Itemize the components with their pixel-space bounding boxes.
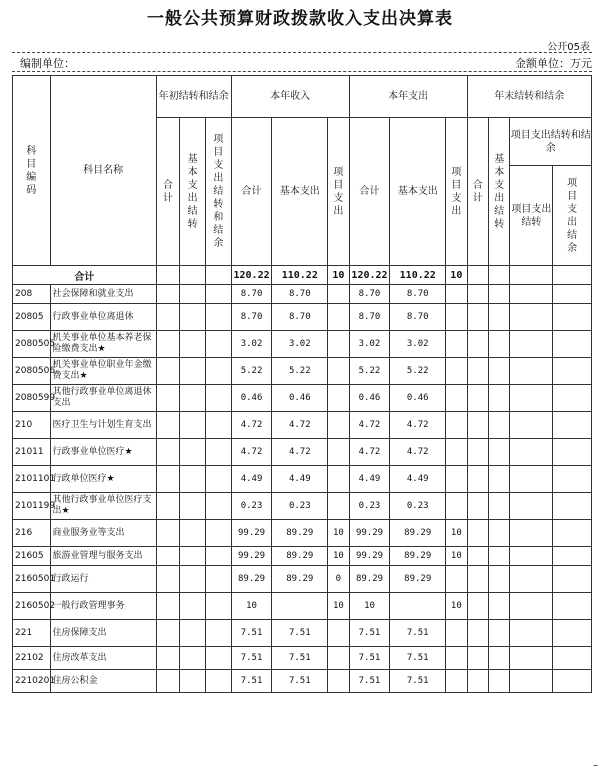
row-exp-basic: 4.49 xyxy=(390,466,446,493)
table-row xyxy=(13,493,592,520)
row-name: 住房保障支出 xyxy=(50,620,156,647)
row-end-cell xyxy=(553,358,592,385)
row-begin-cell xyxy=(180,593,206,620)
row-end-cell xyxy=(489,670,510,693)
row-begin-cell xyxy=(180,466,206,493)
row-end-cell xyxy=(510,466,553,493)
row-inc-total: 7.51 xyxy=(231,670,272,693)
row-inc-basic: 7.51 xyxy=(272,620,328,647)
row-begin-cell xyxy=(156,493,180,520)
row-exp-project: 10 xyxy=(446,547,467,566)
row-name: 住房公积金 xyxy=(50,670,156,693)
row-end-cell xyxy=(553,620,592,647)
table-row xyxy=(13,385,592,412)
row-begin-cell xyxy=(205,385,231,412)
row-exp-total: 0.23 xyxy=(349,493,390,520)
row-end-cell xyxy=(467,385,488,412)
row-end-cell xyxy=(553,593,592,620)
row-end-cell xyxy=(553,520,592,547)
row-end-cell xyxy=(553,566,592,593)
row-inc-project xyxy=(328,385,349,412)
row-name: 一般行政管理事务 xyxy=(50,593,156,620)
row-end-cell xyxy=(467,439,488,466)
row-begin-cell xyxy=(156,647,180,670)
row-begin-cell xyxy=(156,466,180,493)
row-name: 行政单位医疗★ xyxy=(50,466,156,493)
row-code: 221 xyxy=(13,620,51,647)
row-begin-cell xyxy=(205,466,231,493)
row-inc-basic: 89.29 xyxy=(272,547,328,566)
row-exp-total: 8.70 xyxy=(349,304,390,331)
row-end-cell xyxy=(467,566,488,593)
row-code: 2160502 xyxy=(13,593,51,620)
row-begin-cell xyxy=(180,439,206,466)
amount-unit-label: 金额单位：万元 xyxy=(515,57,592,70)
row-inc-project xyxy=(328,439,349,466)
total-label: 合计 xyxy=(13,266,157,285)
row-begin-cell xyxy=(156,566,180,593)
row-begin-cell xyxy=(205,620,231,647)
row-inc-project xyxy=(328,412,349,439)
row-end-cell xyxy=(467,520,488,547)
row-exp-total: 5.22 xyxy=(349,358,390,385)
row-inc-project xyxy=(328,466,349,493)
row-code: 208 xyxy=(13,285,51,304)
row-begin-cell xyxy=(205,285,231,304)
row-end-cell xyxy=(510,620,553,647)
total-inc-project: 10 xyxy=(328,266,349,285)
row-exp-basic: 7.51 xyxy=(390,647,446,670)
row-exp-total: 7.51 xyxy=(349,647,390,670)
row-exp-basic: 4.72 xyxy=(390,439,446,466)
row-code: 21011 xyxy=(13,439,51,466)
row-exp-project xyxy=(446,285,467,304)
row-exp-project xyxy=(446,439,467,466)
row-begin-cell xyxy=(156,285,180,304)
table-row xyxy=(13,520,592,547)
row-exp-basic: 7.51 xyxy=(390,620,446,647)
row-exp-total: 10 xyxy=(349,593,390,620)
col-begin-basic: 基本支出结转 xyxy=(180,118,206,266)
row-end-cell xyxy=(553,493,592,520)
row-end-cell xyxy=(553,285,592,304)
row-end-cell xyxy=(510,593,553,620)
row-exp-project xyxy=(446,466,467,493)
row-inc-project xyxy=(328,493,349,520)
row-inc-project xyxy=(328,331,349,358)
total-exp-project: 10 xyxy=(446,266,467,285)
row-exp-project xyxy=(446,385,467,412)
row-name: 行政事业单位医疗★ xyxy=(50,439,156,466)
row-exp-basic: 8.70 xyxy=(390,285,446,304)
row-begin-cell xyxy=(156,304,180,331)
row-inc-total: 7.51 xyxy=(231,620,272,647)
row-code: 2101199 xyxy=(13,493,51,520)
row-name: 旅游业管理与服务支出 xyxy=(50,547,156,566)
row-begin-cell xyxy=(180,647,206,670)
row-inc-project xyxy=(328,304,349,331)
col-end-group: 年末结转和结余 xyxy=(467,76,591,118)
row-exp-project: 10 xyxy=(446,593,467,620)
col-end-total: 合计 xyxy=(467,118,488,266)
row-inc-total: 0.46 xyxy=(231,385,272,412)
row-end-cell xyxy=(467,285,488,304)
row-exp-total: 4.49 xyxy=(349,466,390,493)
row-begin-cell xyxy=(205,520,231,547)
col-exp-total: 合计 xyxy=(349,118,390,266)
row-name: 行政事业单位离退休 xyxy=(50,304,156,331)
row-end-cell xyxy=(553,670,592,693)
row-end-cell xyxy=(510,547,553,566)
row-end-cell xyxy=(489,520,510,547)
row-exp-basic: 89.29 xyxy=(390,547,446,566)
col-exp-basic: 基本支出 xyxy=(390,118,446,266)
row-inc-basic: 7.51 xyxy=(272,647,328,670)
row-end-cell xyxy=(489,358,510,385)
row-begin-cell xyxy=(156,520,180,547)
table-row xyxy=(13,412,592,439)
row-inc-total: 3.02 xyxy=(231,331,272,358)
row-name: 社会保障和就业支出 xyxy=(50,285,156,304)
row-end-cell xyxy=(467,620,488,647)
row-end-cell xyxy=(489,620,510,647)
divider xyxy=(12,52,592,53)
row-inc-basic: 89.29 xyxy=(272,520,328,547)
row-exp-total: 99.29 xyxy=(349,547,390,566)
row-begin-cell xyxy=(180,493,206,520)
row-code: 22102 xyxy=(13,647,51,670)
row-inc-total: 99.29 xyxy=(231,520,272,547)
row-code: 210 xyxy=(13,412,51,439)
row-exp-basic: 4.72 xyxy=(390,412,446,439)
total-row xyxy=(13,266,592,285)
row-name: 医疗卫生与计划生育支出 xyxy=(50,412,156,439)
table-row xyxy=(13,647,592,670)
row-exp-project xyxy=(446,620,467,647)
row-inc-project: 10 xyxy=(328,593,349,620)
total-exp-basic: 110.22 xyxy=(390,266,446,285)
col-end-project-group: 项目支出结转和结余 xyxy=(510,118,592,166)
row-exp-project xyxy=(446,304,467,331)
row-end-cell xyxy=(553,439,592,466)
row-inc-basic: 0.23 xyxy=(272,493,328,520)
row-name: 其他行政事业单位离退休支出 xyxy=(50,385,156,412)
row-exp-basic: 3.02 xyxy=(390,331,446,358)
row-inc-total: 10 xyxy=(231,593,272,620)
row-end-cell xyxy=(467,304,488,331)
row-end-cell xyxy=(553,385,592,412)
row-begin-cell xyxy=(205,358,231,385)
table-row xyxy=(13,439,592,466)
row-begin-cell xyxy=(156,670,180,693)
row-end-cell xyxy=(489,285,510,304)
row-exp-total: 89.29 xyxy=(349,566,390,593)
row-begin-cell xyxy=(180,547,206,566)
row-code: 2080599 xyxy=(13,385,51,412)
row-exp-project: 10 xyxy=(446,520,467,547)
row-begin-cell xyxy=(205,547,231,566)
row-begin-cell xyxy=(156,358,180,385)
edge-mark: – xyxy=(593,760,598,771)
table-row xyxy=(13,566,592,593)
row-end-cell xyxy=(510,439,553,466)
row-code: 2080506 xyxy=(13,358,51,385)
total-inc-basic: 110.22 xyxy=(272,266,328,285)
row-end-cell xyxy=(489,412,510,439)
row-end-cell xyxy=(467,493,488,520)
row-inc-total: 8.70 xyxy=(231,285,272,304)
row-begin-cell xyxy=(205,493,231,520)
table-row xyxy=(13,670,592,693)
row-end-cell xyxy=(489,566,510,593)
row-code: 2101101 xyxy=(13,466,51,493)
row-begin-cell xyxy=(180,285,206,304)
total-exp-total: 120.22 xyxy=(349,266,390,285)
row-code: 2210201 xyxy=(13,670,51,693)
row-end-cell xyxy=(489,493,510,520)
row-inc-project xyxy=(328,620,349,647)
row-inc-project: 10 xyxy=(328,520,349,547)
row-code: 20805 xyxy=(13,304,51,331)
row-inc-total: 89.29 xyxy=(231,566,272,593)
row-begin-cell xyxy=(180,385,206,412)
row-name: 行政运行 xyxy=(50,566,156,593)
row-end-cell xyxy=(489,385,510,412)
row-exp-project xyxy=(446,331,467,358)
row-end-cell xyxy=(553,647,592,670)
row-exp-total: 0.46 xyxy=(349,385,390,412)
divider xyxy=(12,71,592,72)
row-name: 商业服务业等支出 xyxy=(50,520,156,547)
unit-label: 编制单位： xyxy=(20,57,75,70)
row-inc-basic: 8.70 xyxy=(272,304,328,331)
row-end-cell xyxy=(489,331,510,358)
table-row xyxy=(13,358,592,385)
row-exp-basic: 0.23 xyxy=(390,493,446,520)
col-inc-project: 项目支出 xyxy=(328,118,349,266)
row-exp-total: 7.51 xyxy=(349,620,390,647)
row-exp-basic: 89.29 xyxy=(390,520,446,547)
row-exp-total: 7.51 xyxy=(349,670,390,693)
row-end-cell xyxy=(510,385,553,412)
table-row xyxy=(13,466,592,493)
table-row xyxy=(13,547,592,566)
row-inc-total: 0.23 xyxy=(231,493,272,520)
row-end-cell xyxy=(510,670,553,693)
row-name: 其他行政事业单位医疗支出★ xyxy=(50,493,156,520)
row-exp-basic: 5.22 xyxy=(390,358,446,385)
row-end-cell xyxy=(510,285,553,304)
doc-number: 公开05表 xyxy=(547,42,590,53)
col-expense-group: 本年支出 xyxy=(349,76,467,118)
row-end-cell xyxy=(489,547,510,566)
row-begin-cell xyxy=(205,331,231,358)
row-begin-cell xyxy=(156,593,180,620)
table-row xyxy=(13,593,592,620)
row-inc-basic: 4.72 xyxy=(272,439,328,466)
table-row xyxy=(13,285,592,304)
col-begin-project: 项目支出结转和结余 xyxy=(205,118,231,266)
row-name: 机关事业单位职业年金缴费支出★ xyxy=(50,358,156,385)
row-exp-total: 4.72 xyxy=(349,439,390,466)
row-begin-cell xyxy=(156,412,180,439)
row-begin-cell xyxy=(180,670,206,693)
row-exp-total: 99.29 xyxy=(349,520,390,547)
row-inc-project xyxy=(328,647,349,670)
row-name: 住房改革支出 xyxy=(50,647,156,670)
col-inc-total: 合计 xyxy=(231,118,272,266)
row-inc-basic: 89.29 xyxy=(272,566,328,593)
row-exp-project xyxy=(446,493,467,520)
row-inc-basic: 5.22 xyxy=(272,358,328,385)
row-end-cell xyxy=(489,466,510,493)
row-end-cell xyxy=(467,331,488,358)
row-begin-cell xyxy=(180,566,206,593)
row-end-cell xyxy=(467,466,488,493)
row-exp-total: 8.70 xyxy=(349,285,390,304)
row-begin-cell xyxy=(156,439,180,466)
col-end-project-balance: 项目支出结余 xyxy=(553,166,592,266)
row-end-cell xyxy=(467,647,488,670)
row-inc-basic: 3.02 xyxy=(272,331,328,358)
row-end-cell xyxy=(467,412,488,439)
row-exp-project xyxy=(446,647,467,670)
row-inc-project xyxy=(328,358,349,385)
row-inc-total: 99.29 xyxy=(231,547,272,566)
row-end-cell xyxy=(553,304,592,331)
col-end-basic: 基本支出结转 xyxy=(489,118,510,266)
row-begin-cell xyxy=(156,331,180,358)
row-exp-total: 3.02 xyxy=(349,331,390,358)
col-begin-total: 合计 xyxy=(156,118,180,266)
total-inc-total: 120.22 xyxy=(231,266,272,285)
row-begin-cell xyxy=(180,331,206,358)
row-inc-project: 10 xyxy=(328,547,349,566)
row-end-cell xyxy=(510,304,553,331)
row-begin-cell xyxy=(205,593,231,620)
row-inc-total: 4.49 xyxy=(231,466,272,493)
row-inc-total: 8.70 xyxy=(231,304,272,331)
row-exp-basic: 89.29 xyxy=(390,566,446,593)
table-row xyxy=(13,331,592,358)
row-exp-basic: 0.46 xyxy=(390,385,446,412)
row-begin-cell xyxy=(180,520,206,547)
row-end-cell xyxy=(467,670,488,693)
row-begin-cell xyxy=(180,304,206,331)
row-exp-basic: 8.70 xyxy=(390,304,446,331)
row-end-cell xyxy=(510,412,553,439)
row-end-cell xyxy=(489,304,510,331)
col-end-project-carry: 项目支出结转 xyxy=(510,166,553,266)
row-inc-basic: 0.46 xyxy=(272,385,328,412)
row-inc-basic xyxy=(272,593,328,620)
col-inc-basic: 基本支出 xyxy=(272,118,328,266)
row-begin-cell xyxy=(205,670,231,693)
row-name: 机关事业单位基本养老保险缴费支出★ xyxy=(50,331,156,358)
row-exp-total: 4.72 xyxy=(349,412,390,439)
row-end-cell xyxy=(489,439,510,466)
row-end-cell xyxy=(553,331,592,358)
row-begin-cell xyxy=(205,304,231,331)
row-inc-total: 4.72 xyxy=(231,439,272,466)
row-code: 216 xyxy=(13,520,51,547)
table-row xyxy=(13,620,592,647)
row-inc-total: 4.72 xyxy=(231,412,272,439)
table-row xyxy=(13,304,592,331)
row-begin-cell xyxy=(156,547,180,566)
page-title: 一般公共预算财政拨款收入支出决算表 xyxy=(147,9,453,29)
row-end-cell xyxy=(489,647,510,670)
row-end-cell xyxy=(510,647,553,670)
row-inc-basic: 4.72 xyxy=(272,412,328,439)
row-begin-cell xyxy=(180,412,206,439)
row-exp-project xyxy=(446,566,467,593)
row-inc-project xyxy=(328,285,349,304)
row-end-cell xyxy=(510,520,553,547)
row-end-cell xyxy=(553,412,592,439)
row-inc-total: 7.51 xyxy=(231,647,272,670)
row-inc-basic: 8.70 xyxy=(272,285,328,304)
col-begin-group: 年初结转和结余 xyxy=(156,76,231,118)
row-inc-basic: 4.49 xyxy=(272,466,328,493)
row-inc-project xyxy=(328,670,349,693)
row-inc-total: 5.22 xyxy=(231,358,272,385)
row-begin-cell xyxy=(156,385,180,412)
row-exp-basic: 7.51 xyxy=(390,670,446,693)
col-name: 科目名称 xyxy=(50,76,156,266)
row-begin-cell xyxy=(180,620,206,647)
row-end-cell xyxy=(510,331,553,358)
row-end-cell xyxy=(467,593,488,620)
row-exp-project xyxy=(446,412,467,439)
row-inc-project: 0 xyxy=(328,566,349,593)
row-code: 21605 xyxy=(13,547,51,566)
row-code: 2160501 xyxy=(13,566,51,593)
col-income-group: 本年收入 xyxy=(231,76,349,118)
row-inc-basic: 7.51 xyxy=(272,670,328,693)
row-begin-cell xyxy=(156,620,180,647)
row-begin-cell xyxy=(205,647,231,670)
row-end-cell xyxy=(510,493,553,520)
row-code: 2080505 xyxy=(13,331,51,358)
row-begin-cell xyxy=(205,566,231,593)
row-end-cell xyxy=(510,358,553,385)
row-exp-basic xyxy=(390,593,446,620)
row-begin-cell xyxy=(205,439,231,466)
col-code: 科目编码 xyxy=(13,76,51,266)
row-exp-project xyxy=(446,670,467,693)
row-end-cell xyxy=(553,547,592,566)
row-end-cell xyxy=(510,566,553,593)
row-exp-project xyxy=(446,358,467,385)
col-exp-project: 项目支出 xyxy=(446,118,467,266)
row-end-cell xyxy=(489,593,510,620)
row-begin-cell xyxy=(205,412,231,439)
row-end-cell xyxy=(467,547,488,566)
budget-table xyxy=(12,75,592,693)
row-begin-cell xyxy=(180,358,206,385)
row-end-cell xyxy=(467,358,488,385)
row-end-cell xyxy=(553,466,592,493)
